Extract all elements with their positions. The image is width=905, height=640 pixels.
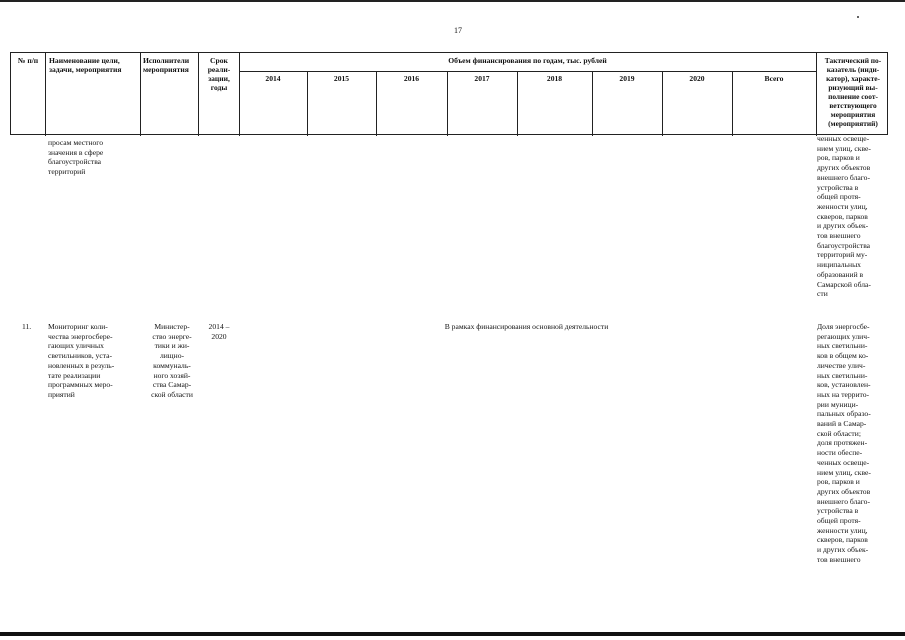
col-indicator-header: Тактический по- казатель (инди- катор), характе- ризующий вы- полнение соот- ветствующего мероприятия (мероприятий) [824, 56, 882, 128]
row-cont-name-line: просам местного [48, 138, 104, 147]
row-cont-name-line: благоустройства [48, 157, 102, 167]
year-2017-header: 2017 [474, 74, 490, 83]
row-11-term: 2014 – 2020 [208, 322, 230, 341]
row-cont-name [48, 138, 134, 177]
year-2014-header: 2014 [265, 74, 281, 83]
row-11-number: 11. [22, 322, 32, 331]
row-11-executor: Министер- ство энерге- тики и жи- лищно- коммуналь- ного хозяй- ства Самар- ской области [151, 322, 193, 399]
scan-speck [857, 16, 859, 18]
page-number: 17 [454, 26, 462, 35]
year-2016-header: 2016 [403, 74, 420, 83]
row-11-financing: В рамках финансирования основной деятельности [444, 322, 609, 331]
year-2015-header: 2015 [333, 74, 350, 83]
year-2020-header: 2020 [689, 74, 705, 83]
row-cont-indicator: ченных освеще- нием улиц, скве- ров, парков и других объектов внешнего благо- устройства в общей протя- женности улиц, скверов, парков и других объек- тов внешнего благоустройства территорий му- ниципальных образований в Самарской обла- сти [817, 134, 871, 299]
col-executors-header: Исполнители мероприятия [143, 56, 190, 74]
top-rule [0, 0, 905, 2]
row-cont-name-line: территорий [48, 167, 86, 177]
col-financing-header: Объем финансирования по годам, тыс. рублей [448, 56, 607, 65]
row-cont-name-line: значения в сфере [48, 147, 104, 157]
table-header [10, 52, 888, 135]
col-term-header: Срок реали- зации, годы [207, 56, 231, 92]
row-11-name: Мониторинг коли- чества энергосбере- гающих уличных светильников, уста- новленных в резуль- тате реализации программных меро- приятий [48, 322, 115, 399]
col-num-header: № п/п [17, 56, 39, 65]
col-name-header: Наименование цели, задачи, мероприятия [49, 56, 122, 74]
total-header: Всего [764, 74, 784, 83]
row-11-indicator: Доля энергосбе- регающих улич- ных светильни- ков в общем ко- личестве улич- ных светильни- ков, установлен- ных на террито- рии муници- пальных образо- ваний в Самар- ской области; доля протяжен- ности обеспе- ченных освеще- нием улиц, скве- ров, парков и других объектов внешнего благо- устройства в общей протя- женности улиц, скверов, парков и других объек- тов внешнего [817, 322, 871, 564]
bottom-rule [0, 632, 905, 636]
year-2019-header: 2019 [619, 74, 635, 83]
year-2018-header: 2018 [546, 74, 563, 83]
